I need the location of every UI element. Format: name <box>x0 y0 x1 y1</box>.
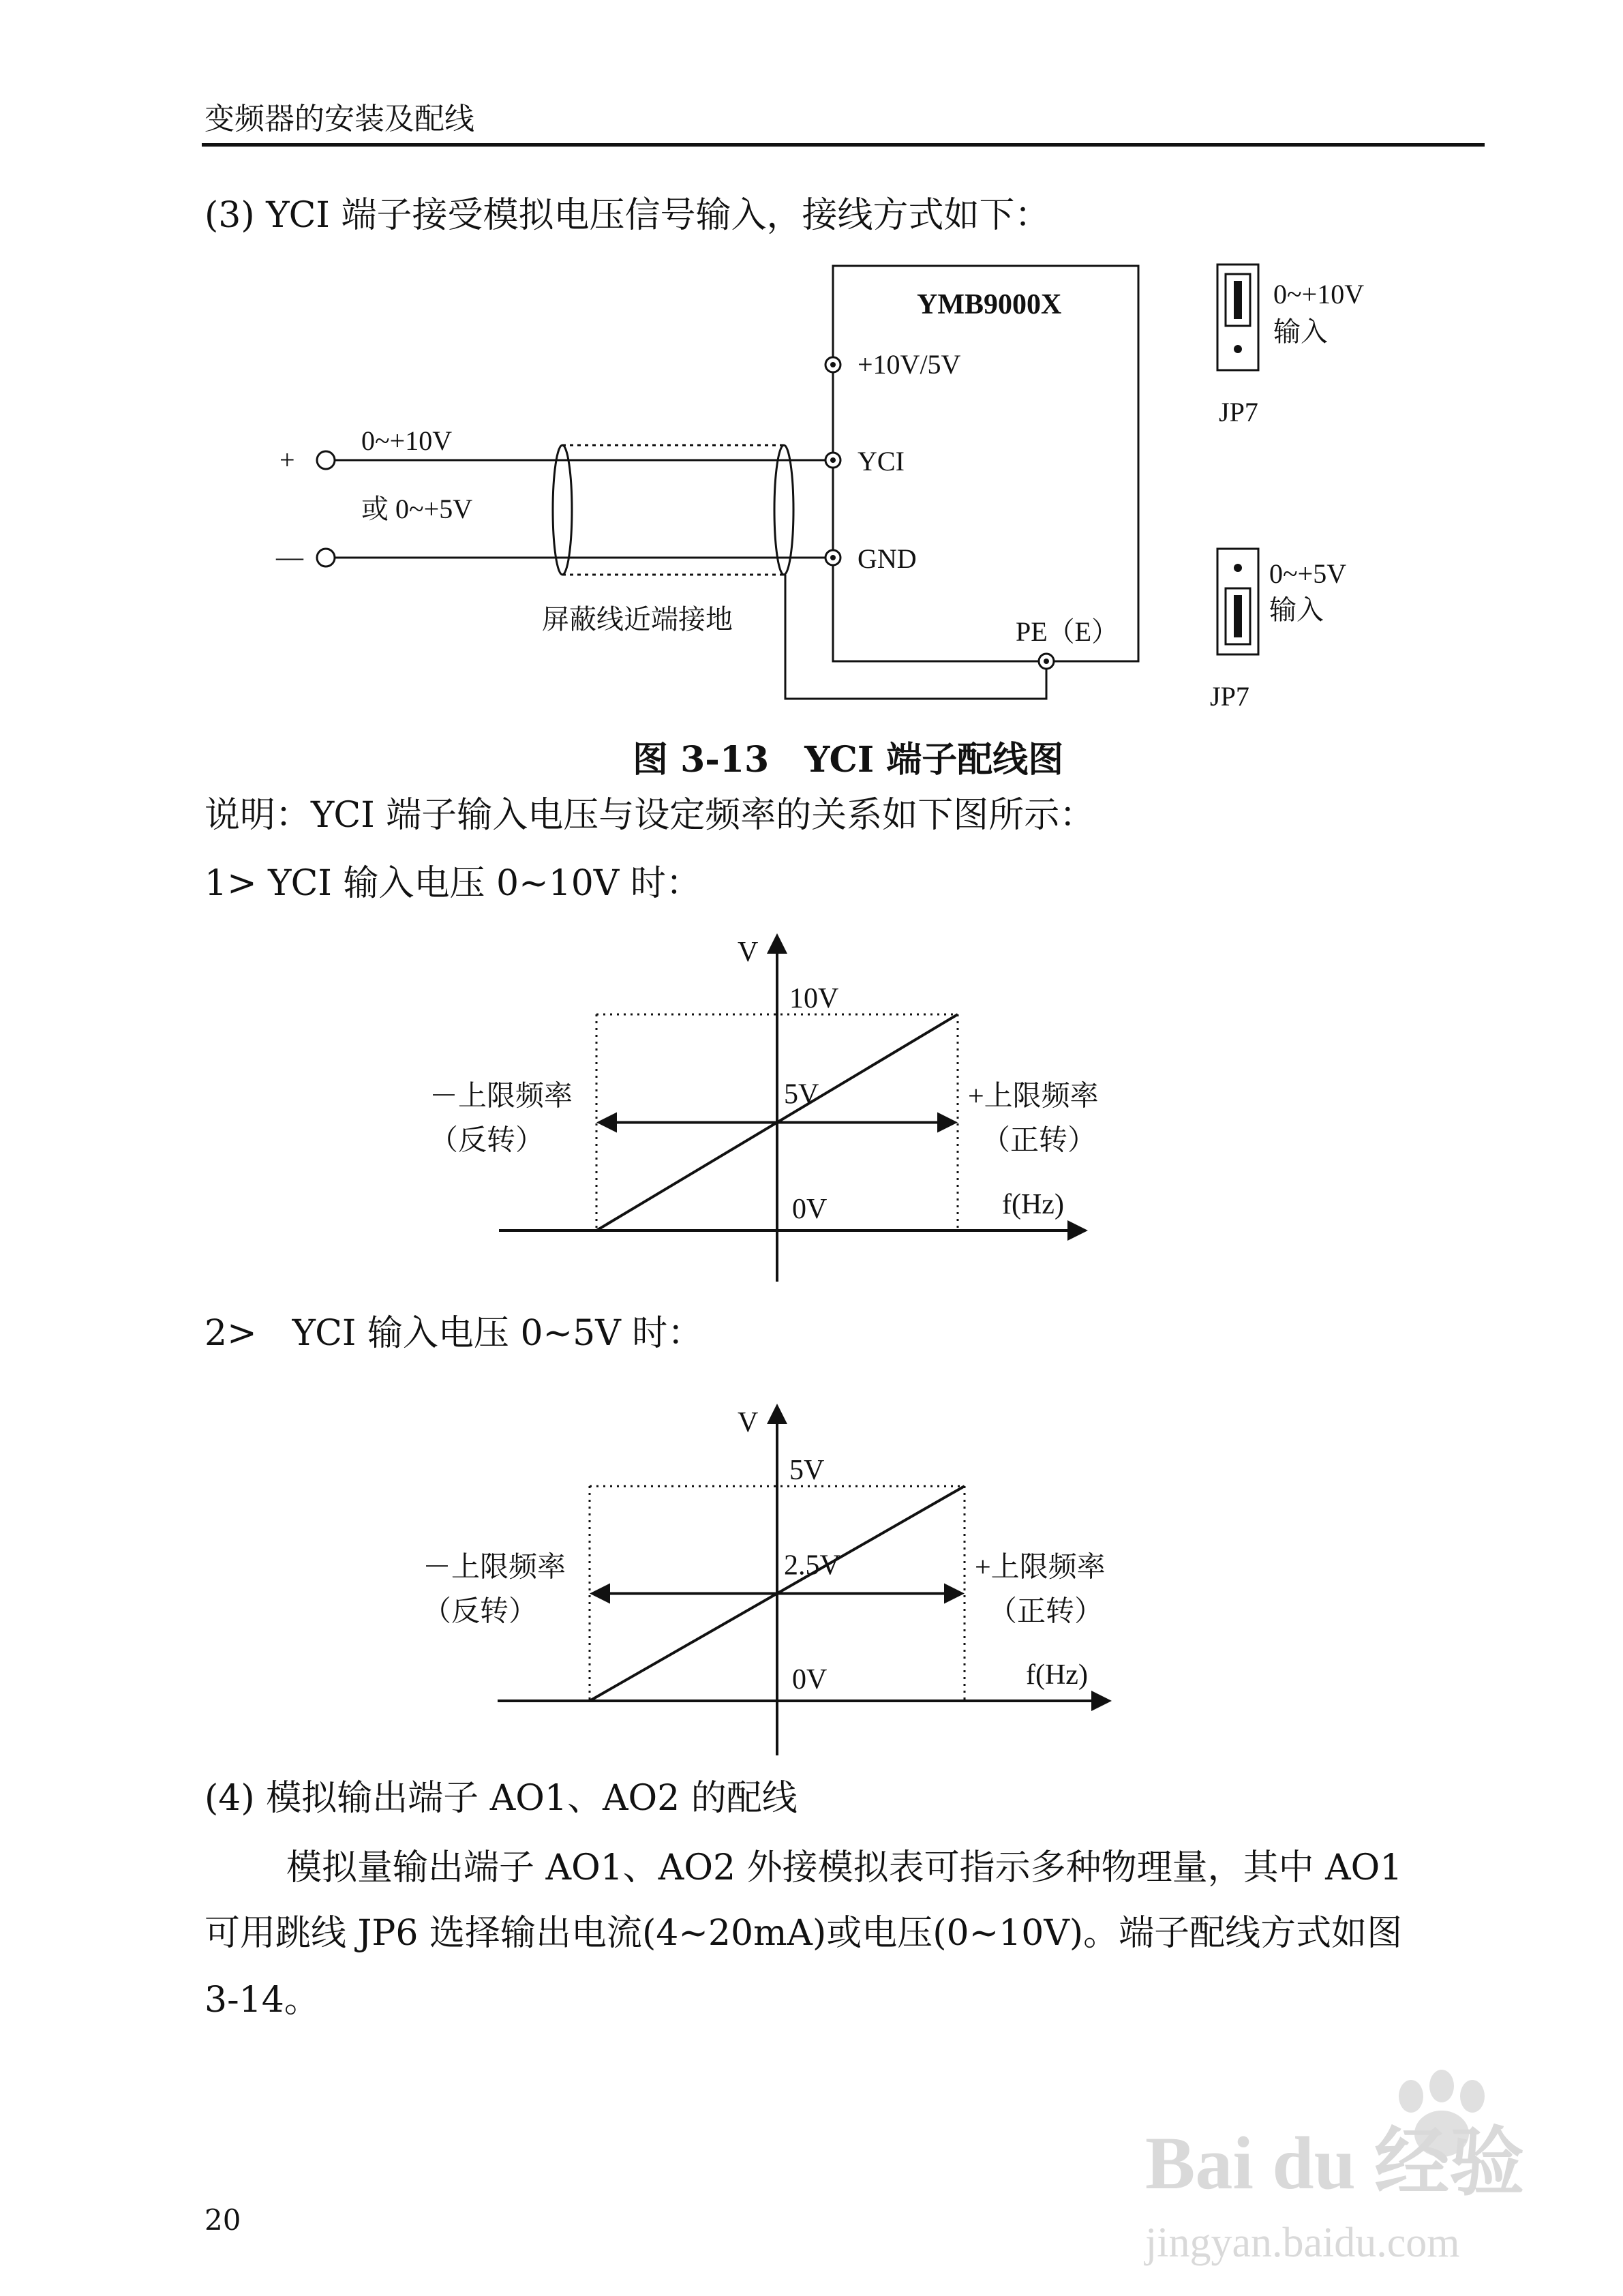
y-axis-label: V <box>738 1407 759 1438</box>
plus-sign: + <box>279 444 295 475</box>
jumper-top-name: JP7 <box>1219 397 1258 427</box>
section4-line2: 可用跳线 JP6 选择输出电流(4~20mA)或电压(0~10V)。端子配线方式如图 <box>204 1913 1403 1954</box>
minus-sign: — <box>276 541 303 572</box>
section4-title: (4) 模拟输出端子 AO1、AO2 的配线 <box>204 1778 798 1819</box>
tick-label-zero: 0V <box>792 1664 828 1695</box>
shield-note: 屏蔽线近端接地 <box>542 604 733 635</box>
jumper-top-range: 0~+10V <box>1273 279 1365 309</box>
y-axis-label: V <box>738 937 759 968</box>
tick-label-zero: 0V <box>792 1194 828 1225</box>
terminal-yci-label: YCI <box>858 446 905 477</box>
positive-limit-sublabel: （正转） <box>982 1125 1097 1157</box>
terminal-supply-label: +10V/5V <box>858 349 961 380</box>
figure-note: 说明：YCI 端子输入电压与设定频率的关系如下图所示： <box>204 795 1095 836</box>
positive-limit-sublabel: （正转） <box>988 1596 1104 1628</box>
positive-limit-label: +上限频率 <box>968 1081 1099 1113</box>
negative-limit-sublabel: （反转） <box>423 1596 538 1628</box>
watermark <box>1132 2059 1609 2277</box>
jumper-bottom-range: 0~+5V <box>1269 558 1347 589</box>
section3-intro: (3) YCI 端子接受模拟电压信号输入，接线方式如下： <box>204 195 1050 236</box>
watermark-url: jingyan.baidu.com <box>1145 2220 1460 2266</box>
tick-label-max: 10V <box>789 983 839 1014</box>
watermark-logo: Bai du 经验 <box>1145 2121 1525 2205</box>
case2-heading: 2> YCI 输入电压 0~5V 时： <box>204 1313 703 1354</box>
terminal-pe-label: PE（E） <box>1016 616 1119 647</box>
jumper-top-label: 输入 <box>1273 316 1328 347</box>
x-axis-label: f(Hz) <box>1026 1659 1088 1691</box>
tick-label-max: 5V <box>789 1455 825 1486</box>
x-axis-label: f(Hz) <box>1002 1189 1064 1220</box>
section4-line3: 3-14。 <box>204 1980 320 2021</box>
input-range-b: 或 0~+5V <box>361 494 473 524</box>
positive-limit-label: +上限频率 <box>975 1552 1106 1584</box>
figure-caption: 图 3-13 YCI 端子配线图 <box>633 739 1064 781</box>
device-name: YMB9000X <box>917 289 1062 320</box>
input-range-a: 0~+10V <box>361 425 453 456</box>
negative-limit-sublabel: （反转） <box>429 1125 545 1157</box>
running-header: 变频器的安装及配线 <box>204 102 474 136</box>
tick-label-mid: 2.5V <box>784 1550 840 1582</box>
tick-label-mid: 5V <box>784 1078 819 1111</box>
negative-limit-label: －上限频率 <box>423 1552 566 1584</box>
jumper-bottom-name: JP7 <box>1210 681 1249 712</box>
negative-limit-label: －上限频率 <box>429 1081 573 1113</box>
page-number: 20 <box>204 2203 241 2237</box>
case1-heading: 1> YCI 输入电压 0~10V 时： <box>204 863 701 904</box>
jumper-bottom-label: 输入 <box>1269 594 1324 625</box>
section4-line1: 模拟量输出端子 AO1、AO2 外接模拟表可指示多种物理量，其中 AO1 <box>286 1847 1403 1888</box>
terminal-gnd-label: GND <box>858 543 917 574</box>
